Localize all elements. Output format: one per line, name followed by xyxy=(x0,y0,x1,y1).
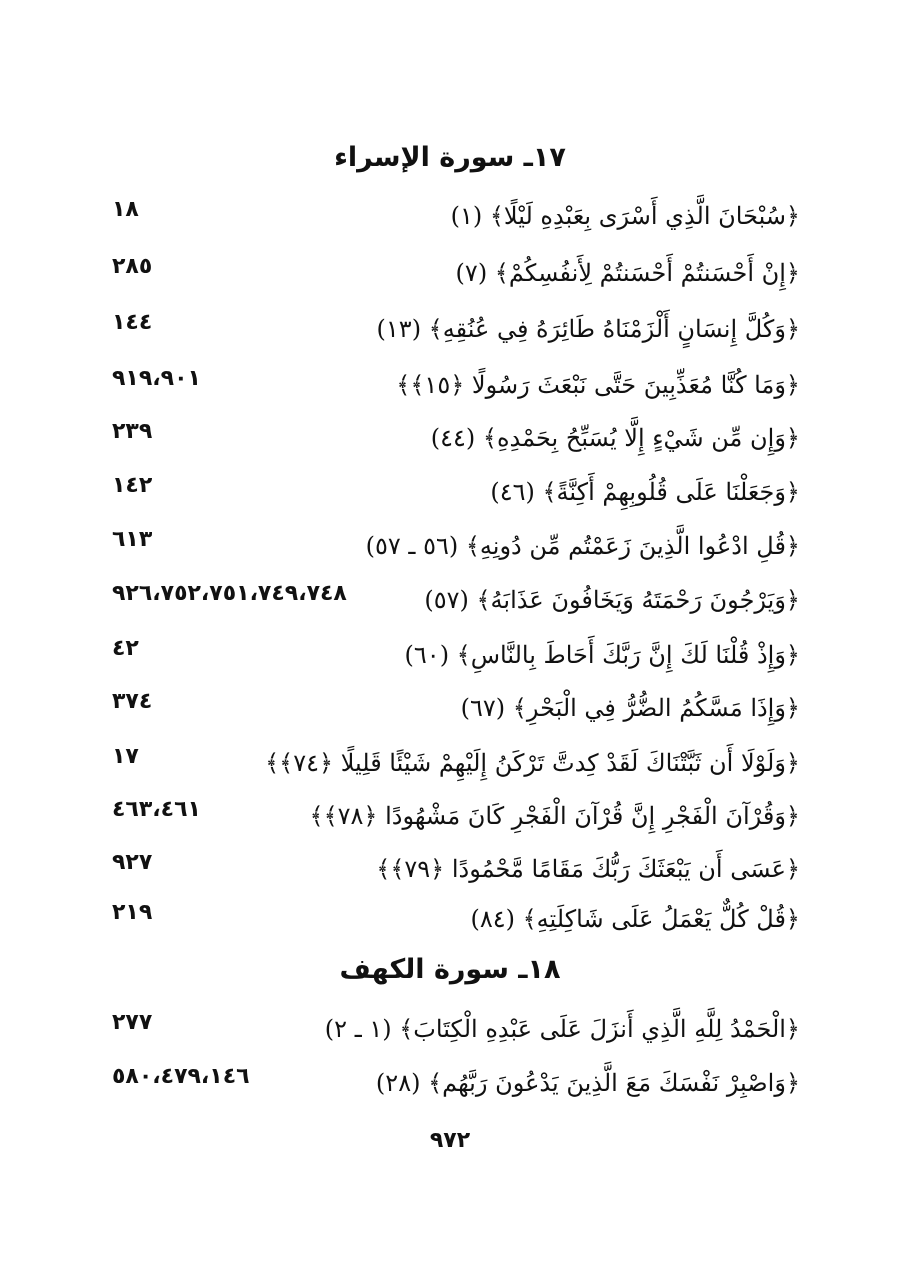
page-references: ١٤٢ xyxy=(112,473,153,498)
page-number: ٩٧٢ xyxy=(429,1128,471,1153)
index-entry xyxy=(0,688,900,728)
index-entry xyxy=(0,796,900,836)
page-references: ٢٣٩ xyxy=(112,419,153,444)
index-entry xyxy=(0,899,900,939)
page-references: ٤٦٣،٤٦١ xyxy=(112,797,201,822)
index-entry xyxy=(0,309,900,349)
page-references: ٣٧٤ xyxy=(112,689,153,714)
page-references: ١٧ xyxy=(112,744,139,769)
page-references: ٥٨٠،٤٧٩،١٤٦ xyxy=(112,1064,250,1089)
page-references: ١٨ xyxy=(112,197,139,222)
verse-text: ﴿الْحَمْدُ لِلَّهِ الَّذِي أَنزَلَ عَلَى عَبْدِهِ الْكِتَابَ﴾ (١ ـ ٢) xyxy=(324,1015,800,1043)
index-entry xyxy=(0,365,900,405)
verse-text: ﴿قُلْ كُلٌّ يَعْمَلُ عَلَى شَاكِلَتِهِ﴾ (٨٤) xyxy=(470,905,800,933)
page-references: ٢١٩ xyxy=(112,900,153,925)
index-entry xyxy=(0,253,900,293)
verse-text: ﴿وَيَرْجُونَ رَحْمَتَهُ وَيَخَافُونَ عَذَابَهُ﴾ (٥٧) xyxy=(424,586,800,614)
page-references: ٩٢٦،٧٥٢،٧٥١،٧٤٩،٧٤٨ xyxy=(112,581,347,606)
page-references: ٢٨٥ xyxy=(112,254,153,279)
index-entry xyxy=(0,580,900,620)
index-entry xyxy=(0,1063,900,1103)
page-references: ١٤٤ xyxy=(112,310,153,335)
index-entry xyxy=(0,196,900,236)
index-entry xyxy=(0,418,900,458)
index-entry xyxy=(0,635,900,675)
verse-text: ﴿وَقُرْآنَ الْفَجْرِ إِنَّ قُرْآنَ الْفَجْرِ كَانَ مَشْهُودًا ﴿٧٨﴾﴾ xyxy=(309,802,800,830)
verse-text: ﴿إِنْ أَحْسَنتُمْ أَحْسَنتُمْ لِأَنفُسِكُمْ﴾ (٧) xyxy=(455,259,800,287)
verse-text: ﴿قُلِ ادْعُوا الَّذِينَ زَعَمْتُم مِّن دُونِهِ﴾ (٥٦ ـ ٥٧) xyxy=(365,532,800,560)
page-references: ٢٧٧ xyxy=(112,1010,153,1035)
verse-text: ﴿وَاصْبِرْ نَفْسَكَ مَعَ الَّذِينَ يَدْعُونَ رَبَّهُم﴾ (٢٨) xyxy=(375,1069,800,1097)
verse-text: ﴿عَسَى أَن يَبْعَثَكَ رَبُّكَ مَقَامًا مَّحْمُودًا ﴿٧٩﴾﴾ xyxy=(376,855,800,883)
page-references: ٤٢ xyxy=(112,636,139,661)
verse-text: ﴿وَكُلَّ إِنسَانٍ أَلْزَمْنَاهُ طَائِرَهُ فِي عُنُقِهِ﴾ (١٣) xyxy=(376,315,800,343)
surah-title-al-isra: ١٧ـ سورة الإسراء xyxy=(334,142,566,173)
page-references: ٩١٩،٩٠١ xyxy=(112,366,201,391)
index-entry xyxy=(0,472,900,512)
verse-text: ﴿وَإِذْ قُلْنَا لَكَ إِنَّ رَبَّكَ أَحَاطَ بِالنَّاسِ﴾ (٦٠) xyxy=(404,641,800,669)
verse-text: ﴿وَلَوْلَا أَن ثَبَّتْنَاكَ لَقَدْ كِدتَّ تَرْكَنُ إِلَيْهِمْ شَيْئًا قَلِيلًا ﴿٧٤﴾﴾ xyxy=(265,749,800,777)
verse-text: ﴿وَإِذَا مَسَّكُمُ الضُّرُّ فِي الْبَحْرِ﴾ (٦٧) xyxy=(460,694,800,722)
surah-title-al-kahf: ١٨ـ سورة الكهف xyxy=(339,954,561,985)
verse-text: ﴿سُبْحَانَ الَّذِي أَسْرَى بِعَبْدِهِ لَيْلًا﴾ (١) xyxy=(450,202,800,230)
page-references: ٩٢٧ xyxy=(112,850,153,875)
index-entry xyxy=(0,849,900,889)
index-entry xyxy=(0,743,900,783)
verse-text: ﴿وَجَعَلْنَا عَلَى قُلُوبِهِمْ أَكِنَّةً﴾ (٤٦) xyxy=(490,478,800,506)
index-entry xyxy=(0,1009,900,1049)
index-entry xyxy=(0,526,900,566)
page-references: ٦١٣ xyxy=(112,527,153,552)
verse-text: ﴿وَإِن مِّن شَيْءٍ إِلَّا يُسَبِّحُ بِحَمْدِهِ﴾ (٤٤) xyxy=(430,424,800,452)
verse-text: ﴿وَمَا كُنَّا مُعَذِّبِينَ حَتَّى نَبْعَثَ رَسُولًا ﴿١٥﴾﴾ xyxy=(396,371,800,399)
